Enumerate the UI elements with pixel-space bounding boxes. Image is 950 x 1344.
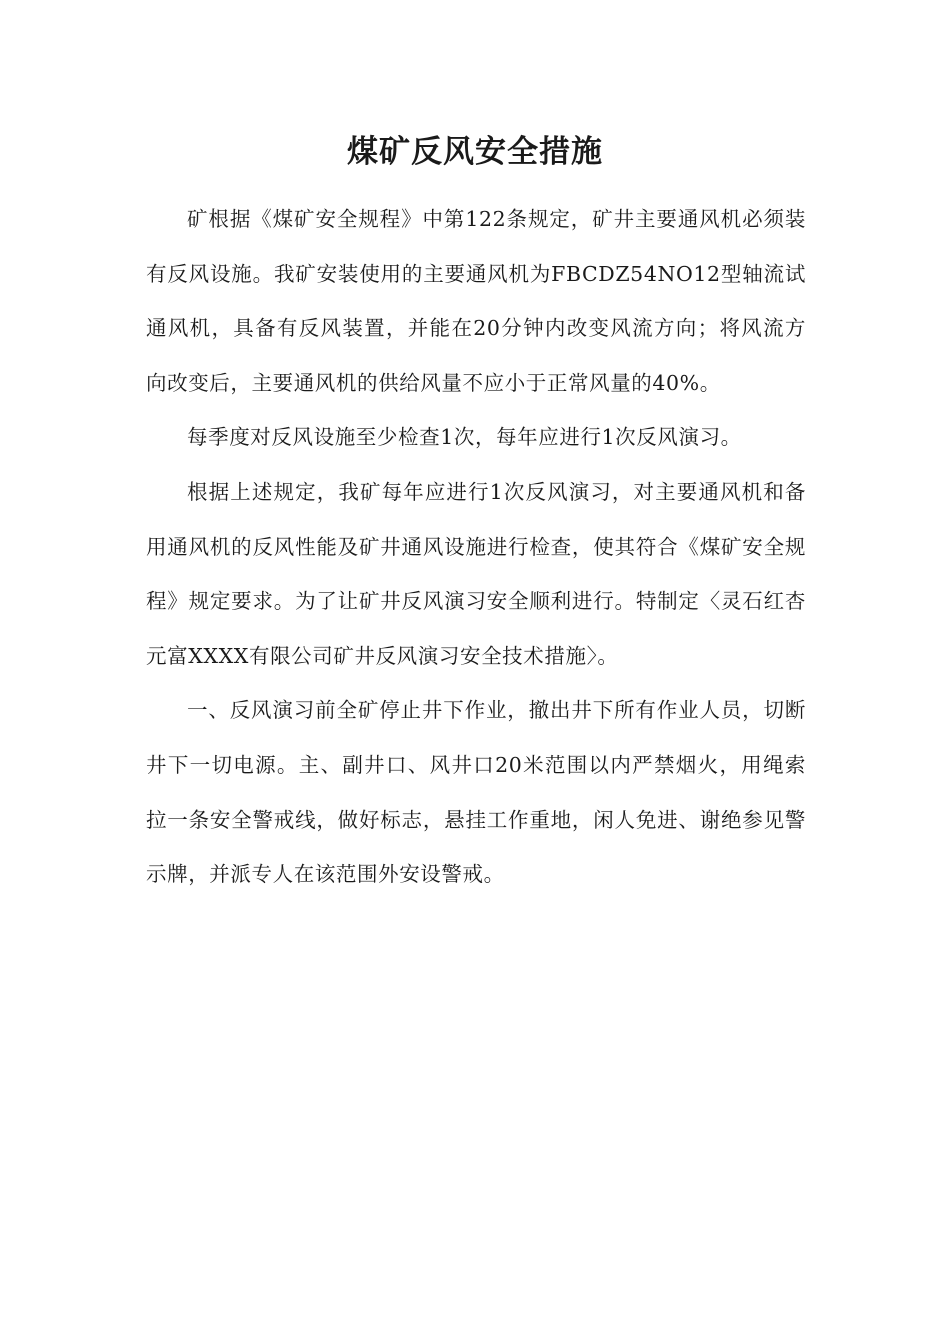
- paragraph-regulation: 矿根据《煤矿安全规程》中第122条规定，矿井主要通风机必须装有反风设施。我矿安装使用的主要通风机为FBCDZ54NO12型轴流试通风机，具备有反风装置，并能在20分钟内改变风流方向；将风流方向改变后，主要通风机的供给风量不应小于正常风量的40%。: [146, 207, 806, 395]
- document-body: [146, 192, 806, 902]
- document-title: 煤矿反风安全措施: [347, 134, 603, 170]
- paragraph-inspection-frequency: 每季度对反风设施至少检查1次，每年应进行1次反风演习。: [187, 425, 742, 450]
- paragraph-step-one: 一、反风演习前全矿停止井下作业，撤出井下所有作业人员，切断井下一切电源。主、副井口、风井口20米范围以内严禁烟火，用绳索拉一条安全警戒线，做好标志，悬挂工作重地，闲人免进、谢绝参见警示牌，并派专人在该范围外安设警戒。: [146, 698, 806, 887]
- paragraph-drill-purpose: 根据上述规定，我矿每年应进行1次反风演习，对主要通风机和备用通风机的反风性能及矿井通风设施进行检查，使其符合《煤矿安全规程》规定要求。为了让矿井反风演习安全顺利进行。特制定〈灵石红杏元富XXXX有限公司矿井反风演习安全技术措施〉。: [146, 479, 806, 668]
